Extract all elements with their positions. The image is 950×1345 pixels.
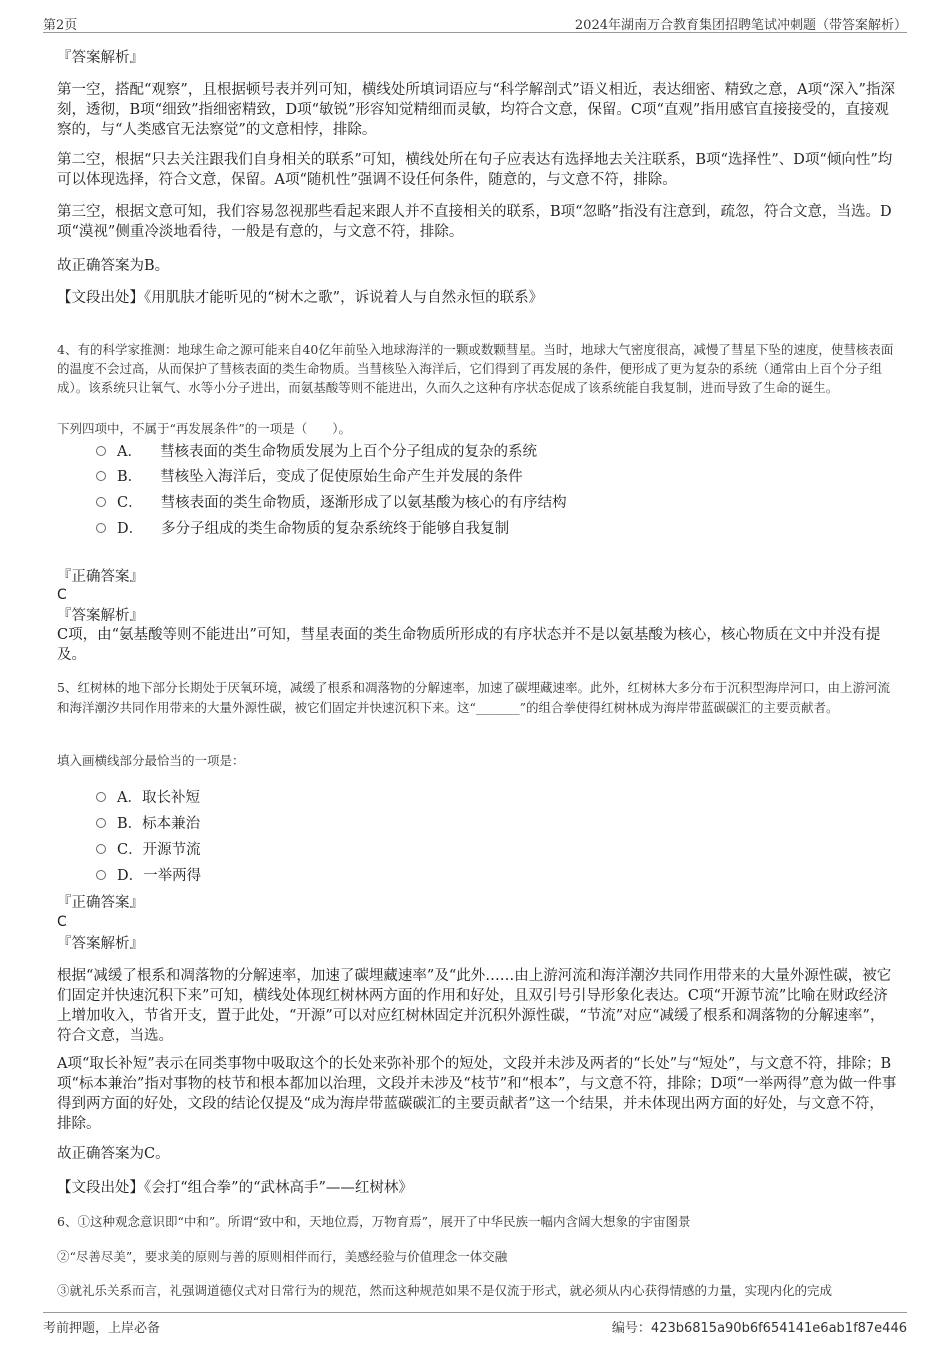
- q5-stem: 5、红树林的地下部分长期处于厌氧环境，减缓了根系和凋落物的分解速率，加速了碳埋藏速率。此外，红树林大多分布于沉积型海岸河口，由上游河流和海洋潮汐共同作用带来的大量外源性碳，被它们固定并快速沉积下来。这“_______”的组合拳使得红树林成为海岸带蓝碳碳汇的主要贡献者。: [57, 680, 890, 715]
- radio-icon[interactable]: [96, 446, 106, 456]
- q4-analysis-label: 『答案解析』: [57, 608, 144, 624]
- radio-icon[interactable]: [96, 523, 106, 533]
- q5-option-c[interactable]: C．开源节流: [96, 840, 201, 860]
- q4-prompt: 下列四项中，不属于“再发展条件”的一项是（ ）。: [57, 421, 352, 436]
- page-number: 第2页: [43, 18, 78, 33]
- q3-analysis-label: 『答案解析』: [57, 50, 144, 66]
- q4-stem: 4、有的科学家推测：地球生命之源可能来自40亿年前坠入地球海洋的一颗或数颗彗星。当时，地球大气密度很高，减慢了彗星下坠的速度，使彗核表面的温度不会过高，从而保护了彗核表面的类生命物质。当彗核坠入海洋后，它们得到了再发展的条件，便形成了更为复杂的系统（通常由上百个分子组成）。该系统只让氧气、水等小分子进出，而氨基酸等则不能进出，久而久之这种有序状态促成了该系统能自我复制，进而导致了生命的诞生。: [57, 342, 894, 395]
- document-title: 2024年湖南万合教育集团招聘笔试冲刺题（带答案解析）: [574, 18, 907, 33]
- q5-analysis-p2: A项“取长补短”表示在同类事物中吸取这个的长处来弥补那个的短处，文段并未涉及两者的“长处”与“短处”，与文意不符，排除；B项“标本兼治”指对事物的枝节和根本都加以治理，文段并未涉及“枝节”和“根本”，与文意不符，排除；D项“一举两得”意为做一件事得到两方面的好处，文段的结论仅提及“成为海岸带蓝碳碳汇的主要贡献者”这一个结果，并未体现出两方面的好处，与文意不符，排除。: [57, 1056, 897, 1132]
- q5-prompt: 填入画横线部分最恰当的一项是：: [57, 753, 245, 768]
- q5-answer: C: [57, 914, 67, 930]
- q6-line3: ③就礼乐关系而言，礼强调道德仪式对日常行为的规范，然而这种规范如果不是仅流于形式，就必须从内心获得情感的力量，实现内化的完成: [57, 1283, 833, 1298]
- q4-option-a[interactable]: A． 彗核表面的类生命物质发展为上百个分子组成的复杂的系统: [96, 442, 537, 462]
- q5-analysis-label: 『答案解析』: [57, 936, 144, 952]
- q5-analysis-p1: 根据“减缓了根系和凋落物的分解速率，加速了碳埋藏速率”及“此外……由上游河流和海洋潮汐共同作用带来的大量外源性碳，被它们固定并快速沉积下来”可知，横线处体现红树林两方面的作用和好处，且双引号引导形象化表达。C项“开源节流”比喻在财政经济上增加收入，节省开支，置于此处，“开源”可以对应红树林固定并沉积外源性碳，“节流”对应“减缓了根系和凋落物的分解速率”，符合文意，当选。: [57, 968, 892, 1044]
- q4-option-c[interactable]: C． 彗核表面的类生命物质，逐渐形成了以氨基酸为核心的有序结构: [96, 493, 567, 513]
- q5-correct-label: 『正确答案』: [57, 895, 144, 911]
- q3-analysis-p2: 第二空，根据“只去关注跟我们自身相关的联系”可知，横线处所在句子应表达有选择地去关注联系，B项“选择性”、D项“倾向性”均可以体现选择，符合文意，保留。A项“随机性”强调不设任何条件，随意的，与文意不符，排除。: [57, 152, 893, 188]
- radio-icon[interactable]: [96, 844, 106, 854]
- q5-source: 【文段出处】《会打“组合拳”的“武林高手”——红树林》: [57, 1180, 413, 1196]
- radio-icon[interactable]: [96, 870, 106, 880]
- q6-line1: 6、①这种观念意识即“中和”。所谓“致中和，天地位焉，万物育焉”，展开了中华民族一幅内含阔大想象的宇宙图景: [57, 1214, 691, 1229]
- radio-icon[interactable]: [96, 497, 106, 507]
- radio-icon[interactable]: [96, 471, 106, 481]
- page-header: [43, 10, 907, 33]
- q3-analysis-p1: 第一空，搭配“观察”，且根据顿号表并列可知，横线处所填词语应与“科学解剖式”语义相近，表达细密、精致之意，A项“深入”指深刻，透彻，B项“细致”指细密精致，D项“敏锐”形容知觉精细而灵敏，均符合文意，保留。C项“直观”指用感官直接接受的，直接观察的，与“人类感官无法察觉”的文意相悖，排除。: [57, 82, 895, 138]
- document-code: 编号：423b6815a90b6f654141e6ab1f87e446: [611, 1321, 907, 1336]
- q5-option-a[interactable]: A．取长补短: [96, 788, 200, 808]
- q4-answer: C: [57, 587, 67, 603]
- q5-option-d[interactable]: D．一举两得: [96, 866, 201, 886]
- q4-option-b[interactable]: B． 彗核坠入海洋后，变成了促使原始生命产生并发展的条件: [96, 467, 523, 487]
- q5-conclusion: 故正确答案为C。: [57, 1146, 170, 1162]
- radio-icon[interactable]: [96, 792, 106, 802]
- q3-source: 【文段出处】《用肌肤才能听见的“树木之歌”，诉说着人与自然永恒的联系》: [57, 290, 544, 306]
- q3-conclusion: 故正确答案为B。: [57, 258, 170, 274]
- q4-analysis: C项，由“氨基酸等则不能进出”可知，彗星表面的类生命物质所形成的有序状态并不是以氨基酸为核心，核心物质在文中并没有提及。: [57, 627, 881, 663]
- q3-analysis-p3: 第三空，根据文意可知，我们容易忽视那些看起来跟人并不直接相关的联系，B项“忽略”指没有注意到，疏忽，符合文意，当选。D项“漠视”侧重冷淡地看待，一般是有意的，与文意不符，排除。: [57, 204, 892, 240]
- page-footer: [43, 1312, 907, 1336]
- footer-motto: 考前押题，上岸必备: [43, 1321, 161, 1336]
- q4-correct-label: 『正确答案』: [57, 569, 144, 585]
- q4-option-d[interactable]: D． 多分子组成的类生命物质的复杂系统终于能够自我复制: [96, 519, 509, 539]
- q5-option-b[interactable]: B．标本兼治: [96, 814, 200, 834]
- q6-line2: ②“尽善尽美”，要求美的原则与善的原则相伴而行，美感经验与价值理念一体交融: [57, 1249, 508, 1264]
- radio-icon[interactable]: [96, 818, 106, 828]
